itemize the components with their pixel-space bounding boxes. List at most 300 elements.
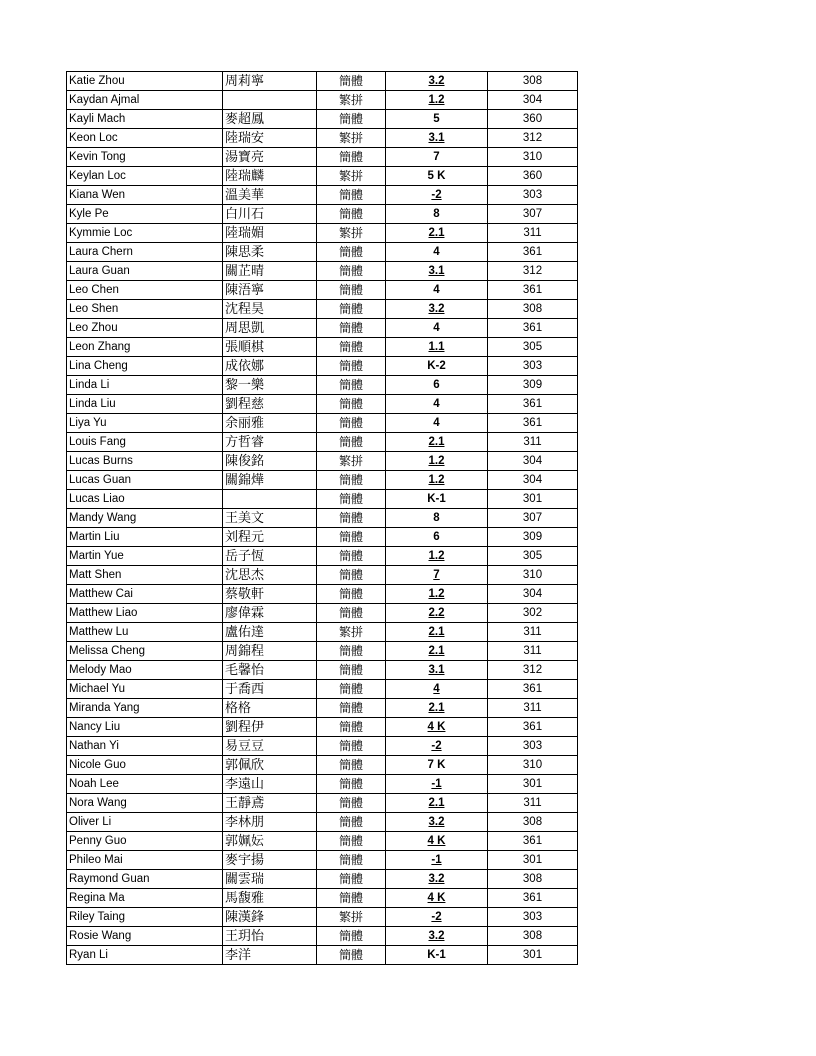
cell-english-name: Melody Mao [67, 661, 223, 680]
table-row [67, 433, 578, 452]
cell-english-name: Oliver Li [67, 813, 223, 832]
table-row [67, 148, 578, 167]
cell-chinese-name: 周思凱 [223, 319, 317, 338]
cell-script: 簡體 [317, 357, 386, 376]
cell-level [386, 433, 488, 452]
cell-chinese-name: 溫美華 [223, 186, 317, 205]
cell-room: 360 [488, 167, 578, 186]
cell-room: 308 [488, 813, 578, 832]
cell-script: 簡體 [317, 433, 386, 452]
table-row [67, 300, 578, 319]
level-value: 3.2 [428, 302, 445, 315]
cell-chinese-name: 陳漢鋒 [223, 908, 317, 927]
table-row [67, 395, 578, 414]
cell-script: 簡體 [317, 756, 386, 775]
cell-room: 311 [488, 794, 578, 813]
cell-room: 361 [488, 718, 578, 737]
table-row [67, 794, 578, 813]
cell-english-name: Phileo Mai [67, 851, 223, 870]
cell-level [386, 300, 488, 319]
cell-level [386, 680, 488, 699]
cell-script: 繁拼 [317, 224, 386, 243]
cell-room: 361 [488, 319, 578, 338]
cell-english-name: Martin Yue [67, 547, 223, 566]
cell-level [386, 91, 488, 110]
table-row [67, 870, 578, 889]
level-value: 6 [433, 378, 440, 391]
cell-chinese-name: 周錦程 [223, 642, 317, 661]
cell-english-name: Lina Cheng [67, 357, 223, 376]
cell-level [386, 167, 488, 186]
level-value: 4 K [427, 720, 446, 733]
cell-english-name: Leo Zhou [67, 319, 223, 338]
level-value: 3.2 [428, 872, 445, 885]
cell-chinese-name: 郭佩欣 [223, 756, 317, 775]
cell-room: 361 [488, 414, 578, 433]
cell-script: 簡體 [317, 927, 386, 946]
level-value: 4 [433, 416, 440, 429]
table-row [67, 528, 578, 547]
table-row [67, 186, 578, 205]
cell-english-name: Noah Lee [67, 775, 223, 794]
table-row [67, 927, 578, 946]
cell-script: 簡體 [317, 889, 386, 908]
cell-english-name: Ryan Li [67, 946, 223, 965]
cell-english-name: Matthew Liao [67, 604, 223, 623]
cell-english-name: Kevin Tong [67, 148, 223, 167]
table-row [67, 338, 578, 357]
cell-room: 312 [488, 262, 578, 281]
cell-chinese-name: 馬馥雅 [223, 889, 317, 908]
cell-chinese-name: 劉程伊 [223, 718, 317, 737]
table-row [67, 319, 578, 338]
cell-room: 307 [488, 205, 578, 224]
cell-room: 361 [488, 395, 578, 414]
cell-english-name: Keylan Loc [67, 167, 223, 186]
level-value: 6 [433, 530, 440, 543]
cell-level [386, 490, 488, 509]
cell-level [386, 357, 488, 376]
cell-script: 簡體 [317, 794, 386, 813]
cell-room: 301 [488, 851, 578, 870]
cell-chinese-name: 于喬西 [223, 680, 317, 699]
table-row [67, 642, 578, 661]
cell-level [386, 756, 488, 775]
cell-script: 簡體 [317, 870, 386, 889]
cell-room: 305 [488, 338, 578, 357]
level-value: K-1 [427, 492, 446, 505]
cell-chinese-name: 黎一樂 [223, 376, 317, 395]
cell-level [386, 452, 488, 471]
table-row [67, 452, 578, 471]
cell-script: 簡體 [317, 851, 386, 870]
cell-chinese-name: 刘程元 [223, 528, 317, 547]
cell-chinese-name: 格格 [223, 699, 317, 718]
cell-chinese-name: 周莉寧 [223, 72, 317, 91]
cell-level [386, 832, 488, 851]
cell-script: 簡體 [317, 395, 386, 414]
table-body [67, 72, 578, 965]
cell-script: 繁拼 [317, 908, 386, 927]
cell-room: 311 [488, 224, 578, 243]
cell-chinese-name [223, 490, 317, 509]
cell-english-name: Kymmie Loc [67, 224, 223, 243]
cell-chinese-name: 陳俊銘 [223, 452, 317, 471]
cell-room: 301 [488, 490, 578, 509]
level-value: 3.1 [428, 264, 445, 277]
level-value: 3.1 [428, 131, 445, 144]
cell-script: 繁拼 [317, 623, 386, 642]
level-value: 4 [433, 397, 440, 410]
cell-level [386, 243, 488, 262]
cell-english-name: Lucas Liao [67, 490, 223, 509]
level-value: 4 [433, 283, 440, 296]
level-value: 1.1 [428, 340, 445, 353]
cell-english-name: Nathan Yi [67, 737, 223, 756]
cell-script: 簡體 [317, 262, 386, 281]
cell-level [386, 889, 488, 908]
cell-level [386, 585, 488, 604]
level-value: 1.2 [428, 549, 445, 562]
cell-script: 繁拼 [317, 91, 386, 110]
cell-english-name: Regina Ma [67, 889, 223, 908]
level-value: 3.1 [428, 663, 445, 676]
cell-chinese-name: 成依娜 [223, 357, 317, 376]
cell-chinese-name: 劉程慈 [223, 395, 317, 414]
cell-script: 簡體 [317, 661, 386, 680]
cell-script: 簡體 [317, 338, 386, 357]
table-row [67, 490, 578, 509]
cell-level [386, 547, 488, 566]
cell-script: 簡體 [317, 737, 386, 756]
cell-script: 簡體 [317, 148, 386, 167]
cell-script: 繁拼 [317, 129, 386, 148]
cell-chinese-name [223, 91, 317, 110]
table-row [67, 243, 578, 262]
cell-chinese-name: 盧佑達 [223, 623, 317, 642]
table-row [67, 72, 578, 91]
level-value: 5 [433, 112, 440, 125]
table-row [67, 547, 578, 566]
cell-level [386, 129, 488, 148]
cell-script: 簡體 [317, 528, 386, 547]
cell-room: 361 [488, 680, 578, 699]
level-value: 5 K [427, 169, 446, 182]
cell-script: 簡體 [317, 547, 386, 566]
cell-script: 簡體 [317, 832, 386, 851]
table-row [67, 737, 578, 756]
cell-chinese-name: 陸瑞麟 [223, 167, 317, 186]
cell-room: 304 [488, 585, 578, 604]
cell-english-name: Martin Liu [67, 528, 223, 547]
cell-level [386, 946, 488, 965]
cell-room: 304 [488, 471, 578, 490]
level-value: 1.2 [428, 473, 445, 486]
cell-chinese-name: 李遠山 [223, 775, 317, 794]
level-value: 2.1 [428, 226, 445, 239]
table-row [67, 509, 578, 528]
cell-english-name: Nora Wang [67, 794, 223, 813]
cell-chinese-name: 郭姵妘 [223, 832, 317, 851]
cell-level [386, 927, 488, 946]
cell-chinese-name: 關錦燁 [223, 471, 317, 490]
cell-english-name: Matt Shen [67, 566, 223, 585]
level-value: 2.1 [428, 644, 445, 657]
cell-english-name: Miranda Yang [67, 699, 223, 718]
cell-script: 簡體 [317, 775, 386, 794]
cell-level [386, 509, 488, 528]
cell-chinese-name: 白川石 [223, 205, 317, 224]
level-value: -1 [431, 777, 442, 790]
cell-english-name: Penny Guo [67, 832, 223, 851]
cell-script: 簡體 [317, 319, 386, 338]
cell-room: 311 [488, 699, 578, 718]
cell-english-name: Louis Fang [67, 433, 223, 452]
cell-english-name: Linda Liu [67, 395, 223, 414]
cell-level [386, 338, 488, 357]
cell-english-name: Laura Guan [67, 262, 223, 281]
cell-english-name: Kaydan Ajmal [67, 91, 223, 110]
cell-room: 361 [488, 243, 578, 262]
level-value: 4 [433, 245, 440, 258]
cell-room: 308 [488, 72, 578, 91]
cell-script: 簡體 [317, 414, 386, 433]
cell-room: 310 [488, 566, 578, 585]
cell-english-name: Leo Shen [67, 300, 223, 319]
level-value: K-1 [427, 948, 446, 961]
cell-level [386, 661, 488, 680]
cell-chinese-name: 李洋 [223, 946, 317, 965]
cell-level [386, 224, 488, 243]
cell-chinese-name: 余丽雅 [223, 414, 317, 433]
cell-chinese-name: 沈程昊 [223, 300, 317, 319]
cell-room: 308 [488, 927, 578, 946]
table-row [67, 566, 578, 585]
table-row [67, 585, 578, 604]
cell-chinese-name: 李林朋 [223, 813, 317, 832]
cell-level [386, 72, 488, 91]
table-row [67, 946, 578, 965]
cell-room: 307 [488, 509, 578, 528]
cell-level [386, 148, 488, 167]
table-row [67, 205, 578, 224]
cell-room: 312 [488, 661, 578, 680]
cell-script: 簡體 [317, 566, 386, 585]
cell-script: 簡體 [317, 699, 386, 718]
table-row [67, 813, 578, 832]
cell-script: 簡體 [317, 718, 386, 737]
cell-script: 簡體 [317, 946, 386, 965]
cell-level [386, 281, 488, 300]
cell-english-name: Laura Chern [67, 243, 223, 262]
level-value: 1.2 [428, 93, 445, 106]
cell-room: 311 [488, 433, 578, 452]
cell-chinese-name: 麥宇揚 [223, 851, 317, 870]
level-value: 7 [433, 150, 440, 163]
cell-level [386, 319, 488, 338]
table-row [67, 376, 578, 395]
table-row [67, 623, 578, 642]
table-row [67, 851, 578, 870]
cell-script: 簡體 [317, 604, 386, 623]
cell-level [386, 566, 488, 585]
cell-script: 簡體 [317, 813, 386, 832]
level-value: -2 [431, 188, 442, 201]
cell-level [386, 851, 488, 870]
cell-script: 簡體 [317, 300, 386, 319]
cell-room: 361 [488, 889, 578, 908]
table-row [67, 908, 578, 927]
cell-room: 309 [488, 376, 578, 395]
cell-level [386, 205, 488, 224]
cell-english-name: Rosie Wang [67, 927, 223, 946]
cell-english-name: Riley Taing [67, 908, 223, 927]
table-row [67, 224, 578, 243]
level-value: 2.2 [428, 606, 445, 619]
cell-english-name: Lucas Burns [67, 452, 223, 471]
cell-chinese-name: 陸瑞媚 [223, 224, 317, 243]
cell-script: 簡體 [317, 72, 386, 91]
cell-chinese-name: 廖偉霖 [223, 604, 317, 623]
level-value: 8 [433, 511, 440, 524]
cell-chinese-name: 易豆豆 [223, 737, 317, 756]
cell-chinese-name: 岳子恆 [223, 547, 317, 566]
cell-english-name: Linda Li [67, 376, 223, 395]
cell-script: 簡體 [317, 509, 386, 528]
cell-room: 310 [488, 148, 578, 167]
cell-room: 301 [488, 946, 578, 965]
cell-chinese-name: 關芷晴 [223, 262, 317, 281]
cell-level [386, 737, 488, 756]
cell-room: 308 [488, 300, 578, 319]
cell-script: 簡體 [317, 376, 386, 395]
cell-chinese-name: 沈思杰 [223, 566, 317, 585]
cell-level [386, 870, 488, 889]
table-row [67, 832, 578, 851]
cell-room: 303 [488, 908, 578, 927]
cell-script: 簡體 [317, 680, 386, 699]
cell-english-name: Lucas Guan [67, 471, 223, 490]
cell-room: 301 [488, 775, 578, 794]
cell-english-name: Kyle Pe [67, 205, 223, 224]
cell-chinese-name: 陸瑞安 [223, 129, 317, 148]
cell-english-name: Kiana Wen [67, 186, 223, 205]
cell-english-name: Nicole Guo [67, 756, 223, 775]
cell-room: 304 [488, 452, 578, 471]
cell-room: 303 [488, 357, 578, 376]
cell-english-name: Melissa Cheng [67, 642, 223, 661]
level-value: 3.2 [428, 74, 445, 87]
cell-chinese-name: 王靜鳶 [223, 794, 317, 813]
cell-english-name: Mandy Wang [67, 509, 223, 528]
cell-script: 簡體 [317, 490, 386, 509]
table-row [67, 281, 578, 300]
level-value: -2 [431, 739, 442, 752]
table-row [67, 357, 578, 376]
cell-level [386, 623, 488, 642]
cell-script: 簡體 [317, 471, 386, 490]
table-row [67, 661, 578, 680]
cell-english-name: Liya Yu [67, 414, 223, 433]
level-value: 4 [433, 682, 440, 695]
table-row [67, 167, 578, 186]
cell-room: 310 [488, 756, 578, 775]
cell-level [386, 395, 488, 414]
level-value: 2.1 [428, 701, 445, 714]
cell-level [386, 471, 488, 490]
cell-chinese-name: 湯寶亮 [223, 148, 317, 167]
cell-room: 311 [488, 623, 578, 642]
cell-level [386, 813, 488, 832]
cell-level [386, 718, 488, 737]
level-value: 7 [433, 568, 440, 581]
cell-chinese-name: 王美文 [223, 509, 317, 528]
table-row [67, 680, 578, 699]
cell-room: 308 [488, 870, 578, 889]
cell-room: 303 [488, 186, 578, 205]
cell-room: 305 [488, 547, 578, 566]
table-row [67, 414, 578, 433]
cell-chinese-name: 蔡敬軒 [223, 585, 317, 604]
cell-english-name: Leon Zhang [67, 338, 223, 357]
cell-script: 簡體 [317, 243, 386, 262]
cell-script: 簡體 [317, 205, 386, 224]
table-row [67, 262, 578, 281]
cell-room: 304 [488, 91, 578, 110]
table-row [67, 756, 578, 775]
cell-script: 繁拼 [317, 167, 386, 186]
cell-english-name: Keon Loc [67, 129, 223, 148]
cell-script: 簡體 [317, 110, 386, 129]
cell-script: 簡體 [317, 642, 386, 661]
table-row [67, 718, 578, 737]
cell-english-name: Raymond Guan [67, 870, 223, 889]
cell-chinese-name: 陳思柔 [223, 243, 317, 262]
cell-english-name: Matthew Lu [67, 623, 223, 642]
table-row [67, 775, 578, 794]
level-value: 2.1 [428, 796, 445, 809]
level-value: 4 K [427, 891, 446, 904]
cell-level [386, 414, 488, 433]
cell-level [386, 775, 488, 794]
cell-english-name: Leo Chen [67, 281, 223, 300]
table-row [67, 110, 578, 129]
cell-room: 361 [488, 281, 578, 300]
cell-english-name: Matthew Cai [67, 585, 223, 604]
level-value: 1.2 [428, 587, 445, 600]
table-row [67, 889, 578, 908]
level-value: 3.2 [428, 929, 445, 942]
cell-level [386, 642, 488, 661]
cell-level [386, 528, 488, 547]
level-value: 2.1 [428, 435, 445, 448]
cell-english-name: Kayli Mach [67, 110, 223, 129]
level-value: 2.1 [428, 625, 445, 638]
cell-level [386, 110, 488, 129]
cell-chinese-name: 張順棋 [223, 338, 317, 357]
cell-english-name: Michael Yu [67, 680, 223, 699]
cell-room: 309 [488, 528, 578, 547]
cell-chinese-name: 毛馨怡 [223, 661, 317, 680]
cell-level [386, 376, 488, 395]
cell-script: 繁拼 [317, 452, 386, 471]
cell-level [386, 908, 488, 927]
cell-room: 361 [488, 832, 578, 851]
level-value: 4 [433, 321, 440, 334]
level-value: 1.2 [428, 454, 445, 467]
cell-english-name: Nancy Liu [67, 718, 223, 737]
table-row [67, 604, 578, 623]
